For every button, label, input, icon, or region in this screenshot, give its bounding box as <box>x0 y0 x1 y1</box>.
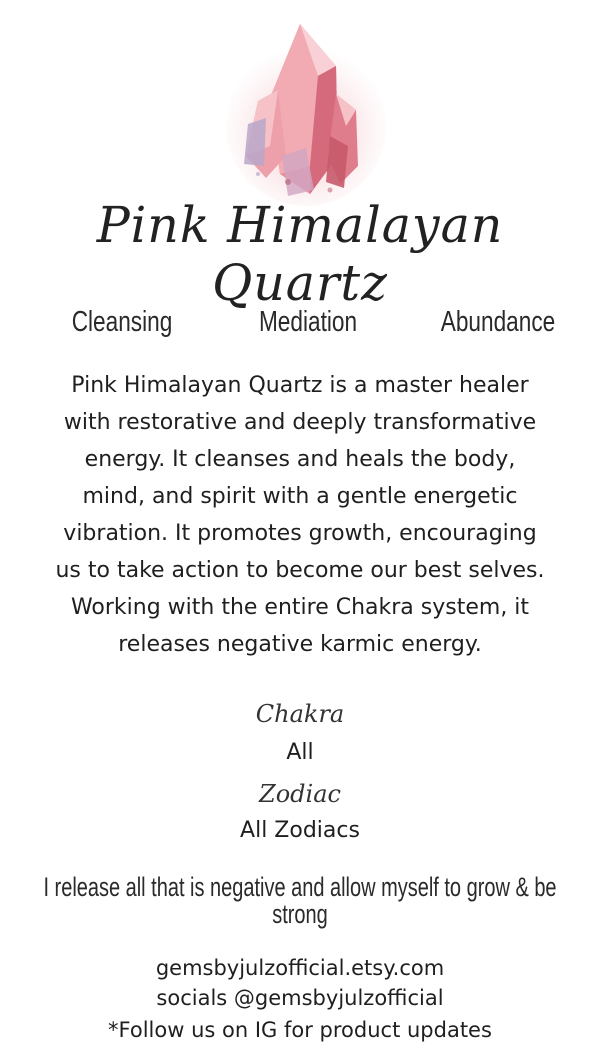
affirmation-text: I release all that is negative and allow myself to grow & be strong <box>43 872 557 929</box>
page-title: Pink Himalayan Quartz <box>96 196 504 312</box>
zodiac-label: Zodiac <box>259 780 341 808</box>
property-mediation: Mediation <box>258 306 358 338</box>
property-cleansing: Cleansing <box>71 306 173 338</box>
property-abundance: Abundance <box>440 306 556 338</box>
follow-note: *Follow us on IG for product updates <box>108 1018 492 1042</box>
zodiac-value: All Zodiacs <box>240 818 360 843</box>
description: Pink Himalayan Quartz is a master healer with restorative and deeply transformative energy. It cleanses and heals the body, mind, and spirit with a gentle energetic vibration. It promotes growth, encouraging us to take action to become our best selves. Working with the entire Chakra system, it releases negative karmic energy. <box>55 373 545 657</box>
affirmation <box>43 872 557 929</box>
shop-url: gemsbyjulzofficial.etsy.com <box>155 956 445 980</box>
properties-row <box>0 306 600 346</box>
chakra-label: Chakra <box>255 700 345 728</box>
crystal-illustration <box>218 6 388 206</box>
chakra-value: All <box>286 740 314 765</box>
socials-handle: socials @gemsbyjulzofficial <box>156 986 444 1010</box>
